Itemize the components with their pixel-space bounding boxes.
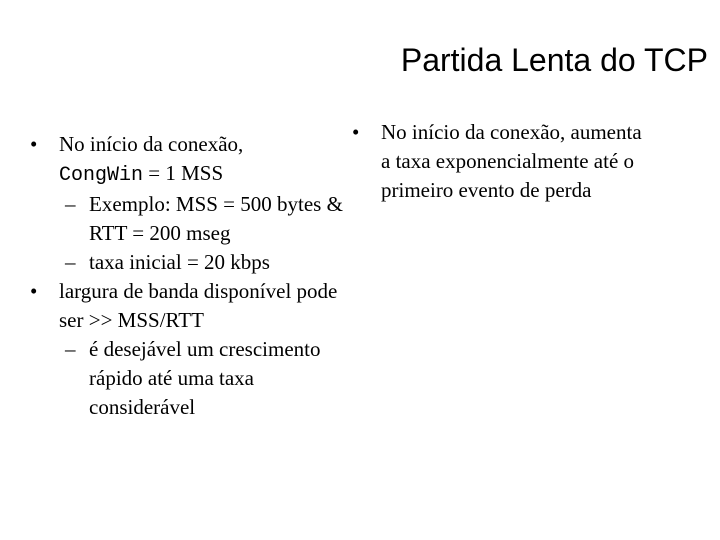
right-column xyxy=(352,118,652,205)
bullet-marker: • xyxy=(30,279,38,303)
right-bullet-1 xyxy=(352,118,652,205)
dash-marker: – xyxy=(65,192,76,216)
left-sub-1 xyxy=(30,190,350,248)
left-bullet-1-text: No início da conexão, xyxy=(59,132,244,156)
bullet-marker: • xyxy=(352,120,360,144)
right-bullet-1-text: No início da conexão, aumenta a taxa exponencialmente até o primeiro evento de perda xyxy=(381,120,642,202)
left-sub-2-text: taxa inicial = 20 kbps xyxy=(89,250,270,274)
left-bullet-1 xyxy=(30,130,350,190)
left-bullet-1-rest: = 1 MSS xyxy=(143,161,224,185)
left-bullet-2 xyxy=(30,277,350,335)
left-sub-2 xyxy=(30,248,350,277)
slide-title: Partida Lenta do TCP xyxy=(400,42,708,78)
dash-marker: – xyxy=(65,250,76,274)
left-sub-3 xyxy=(30,335,350,422)
left-bullet-2-text: largura de banda disponível pode ser >> MSS/RTT xyxy=(59,279,338,332)
congwin-code: CongWin xyxy=(59,164,144,187)
left-sub-3-text: é desejável um crescimento rápido até uma taxa considerável xyxy=(89,337,321,419)
left-column xyxy=(30,130,350,422)
bullet-marker: • xyxy=(30,132,38,156)
dash-marker: – xyxy=(65,337,76,361)
left-sub-1-text: Exemplo: MSS = 500 bytes & RTT = 200 mseg xyxy=(89,192,343,245)
